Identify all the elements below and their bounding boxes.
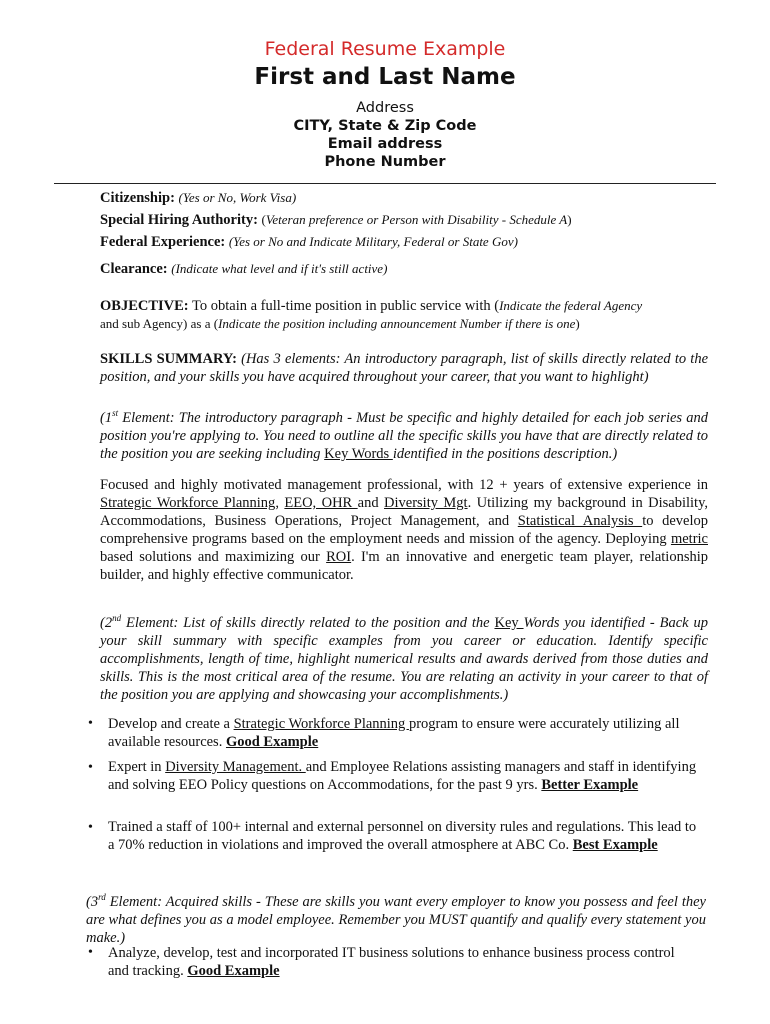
element-3-sup: rd <box>98 892 106 902</box>
objective-text-3: ) <box>575 316 580 331</box>
objective-text: To obtain a full-time position in public service with ( <box>192 298 500 314</box>
clearance-value: (Indicate what level and if it's still active) <box>171 261 388 276</box>
clearance-field <box>100 261 387 278</box>
element-3-text: Element: Acquired skills - These are skills you want every employer to know you possess and feel they are what defines you as a model employee. Remember you MUST quantify and qualify every statement you make.) <box>86 893 706 946</box>
diversity-mgt-link: Diversity Mgt <box>384 495 468 511</box>
federal-experience-field <box>100 234 518 251</box>
bullet-marker: • <box>88 820 93 835</box>
element-1-text: Element: The introductory paragraph - Must be specific and highly detailed for each job series and position you're applying to. You need to outline all the specific skills you have that are directly related to the position you are seeking including <box>100 409 708 462</box>
intro-text-4: . Utilizing my background in Disability, Accommodations, Business Operations, Project Management, and <box>100 495 709 529</box>
element-1-sup: st <box>112 408 119 418</box>
hiring-authority-value: Veteran preference or Person with Disability - Schedule A <box>265 212 568 227</box>
bullet-link: Diversity Management. <box>165 759 306 775</box>
skill-bullet <box>108 715 698 751</box>
element-1-prefix: (1 <box>100 409 113 426</box>
objective-agency: Indicate the federal Agency <box>499 298 643 313</box>
objective-label: OBJECTIVE: <box>100 298 189 314</box>
bullet-marker: • <box>88 760 93 775</box>
element-3-prefix: (3 <box>86 893 99 910</box>
bullet-text-post: program to ensure were accurately utilizing all available resources. <box>108 716 680 750</box>
example-tag: Better Example <box>541 777 639 793</box>
clearance-label: Clearance: <box>100 261 168 277</box>
element-1-note <box>100 404 708 463</box>
federal-experience-label: Federal Experience: <box>100 234 226 250</box>
skills-summary-label: SKILLS SUMMARY: <box>100 351 237 367</box>
intro-text-1: Focused and highly motivated management professional, with 12 + years of extensive experience in <box>100 477 708 493</box>
paren-close: ) <box>567 212 572 227</box>
statistical-analysis-link: Statistical Analysis <box>517 513 643 529</box>
intro-text-6: based solutions and maximizing our <box>100 549 327 565</box>
element-2-text-2: Words you identified - Back up your skill summary with specific examples from you career or education. Identify specific accomplishments, length of time, highlight numerical results and awards derived from those duties and skills. This is the most critical area of the resume. You are relating an activity in your career to that of the position you are applying and showcasing your accomplishments.) <box>100 614 708 703</box>
citizenship-value: (Yes or No, Work Visa) <box>178 190 297 205</box>
citizenship-field <box>100 190 296 207</box>
federal-experience-value: (Yes or No and Indicate Military, Federal or State Gov) <box>228 234 518 249</box>
bullet-link: Strategic Workforce Planning <box>233 716 409 732</box>
key-words-link: Key Words <box>324 445 393 462</box>
email-address: Email address <box>327 136 443 152</box>
strategic-workforce-planning-link: Strategic Workforce Planning <box>100 495 276 511</box>
element-1-post: identified in the positions description.) <box>392 445 618 462</box>
example-tag: Best Example <box>572 837 658 853</box>
example-tag: Good Example <box>225 734 319 750</box>
skill-bullet <box>108 818 698 854</box>
citizenship-label: Citizenship: <box>100 190 175 206</box>
address-line: Address <box>356 100 414 116</box>
roi-link: ROI <box>326 549 352 565</box>
skill-bullet <box>108 944 698 980</box>
bullet-text: Trained a staff of 100+ internal and external personnel on diversity rules and regulations. This lead to a 70% reduction in violations and improved the overall atmosphere at ABC Co. <box>108 819 697 853</box>
element-2-text-1: Element: List of skills directly related to the position and the <box>121 614 495 631</box>
bullet-text: Analyze, develop, test and incorporated IT business solutions to enhance business process control and tracking. <box>108 945 675 979</box>
city-state-zip: CITY, State & Zip Code <box>293 118 477 134</box>
metric-link: metric <box>670 531 708 547</box>
objective-position: Indicate the position including announcement Number if there is one <box>218 316 576 331</box>
intro-text-7: . I'm an innovative and energetic team player, relationship builder, and highly effective communicator. <box>100 549 708 583</box>
eeo-ohr-link: EEO, OHR <box>284 495 358 511</box>
hiring-authority-field <box>100 212 572 229</box>
element-2-note <box>100 609 708 704</box>
objective-text-2: ) as a ( <box>183 316 219 331</box>
applicant-name: First and Last Name <box>254 64 516 90</box>
bullet-marker: • <box>88 945 93 960</box>
intro-text-2: , <box>275 495 285 511</box>
example-tag: Good Example <box>187 963 280 979</box>
document-title: Federal Resume Example <box>264 38 506 60</box>
intro-text-3: and <box>357 495 385 511</box>
header-divider <box>54 183 716 184</box>
bullet-text-post: and Employee Relations assisting managers and staff in identifying and solving EEO Policy questions on Accommodations, for the past 9 yrs. <box>108 759 697 793</box>
bullet-text: Expert in <box>108 759 166 775</box>
element-3-note <box>86 888 706 947</box>
skills-summary-note: (Has 3 elements: An introductory paragraph, list of skills directly related to the position, and your skills you have acquired throughout your career, that you want to highlight) <box>100 351 709 385</box>
element-2-sup: nd <box>112 613 122 623</box>
paren-open: ( <box>261 212 266 227</box>
bullet-marker: • <box>88 716 93 731</box>
element-2-prefix: (2 <box>100 614 113 631</box>
hiring-authority-label: Special Hiring Authority: <box>100 212 258 228</box>
intro-text-5: to develop comprehensive programs based on the employment needs and mission of the agency. Deploying <box>100 513 708 547</box>
objective-subagency: and sub Agency <box>100 316 184 331</box>
skill-bullet <box>108 758 698 794</box>
key-link: Key <box>494 614 524 631</box>
skills-summary-intro <box>100 350 708 386</box>
phone-number: Phone Number <box>324 154 446 170</box>
objective-section <box>100 297 708 333</box>
intro-paragraph <box>100 476 708 584</box>
bullet-text: Develop and create a <box>108 716 234 732</box>
